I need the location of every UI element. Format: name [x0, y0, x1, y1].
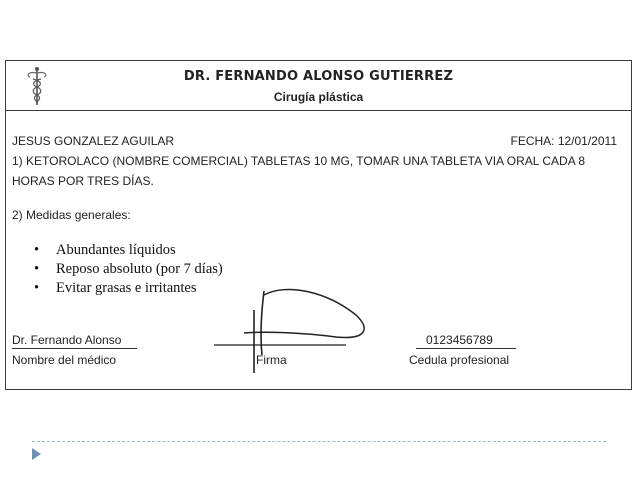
doctor-name: DR. FERNANDO ALONSO GUTIERREZ	[183, 69, 454, 84]
cedula-value: 0123456789	[426, 333, 493, 347]
handwritten-signature	[206, 285, 386, 375]
prescription-header	[6, 61, 631, 111]
list-item: • Evitar grasas e irritantes	[34, 280, 197, 296]
doctor-name-label: Nombre del médico	[12, 353, 117, 367]
general-measures-list	[34, 241, 223, 298]
play-arrow-icon	[32, 448, 41, 460]
prescription-item-2-heading: 2) Medidas generales:	[12, 208, 131, 222]
cedula-label: Cedula profesional	[409, 353, 510, 367]
list-item: • Reposo absoluto (por 7 días)	[34, 261, 223, 277]
list-item: • Abundantes líquidos	[34, 242, 176, 258]
bullet-icon: •	[34, 261, 40, 277]
bullet-icon: •	[34, 242, 40, 258]
doctor-signature-value: Dr. Fernando Alonso	[12, 333, 122, 347]
slide-separator	[32, 441, 606, 442]
prescription-item-1-line-2: HORAS POR TRES DÍAS.	[12, 174, 154, 188]
cedula-underline	[416, 348, 516, 349]
prescription-item-1-line-1: 1) KETOROLACO (NOMBRE COMERCIAL) TABLETAS 10 MG, TOMAR UNA TABLETA VIA ORAL CADA 8	[12, 154, 586, 168]
bullet-icon: •	[34, 280, 40, 296]
doctor-name-underline	[12, 348, 137, 349]
prescription-card	[5, 60, 632, 390]
specialty: Cirugía plástica	[273, 90, 364, 104]
firma-label: Firma	[256, 353, 287, 367]
patient-name: JESUS GONZALEZ AGUILAR	[12, 134, 175, 148]
prescription-date: FECHA: 12/01/2011	[510, 134, 617, 148]
